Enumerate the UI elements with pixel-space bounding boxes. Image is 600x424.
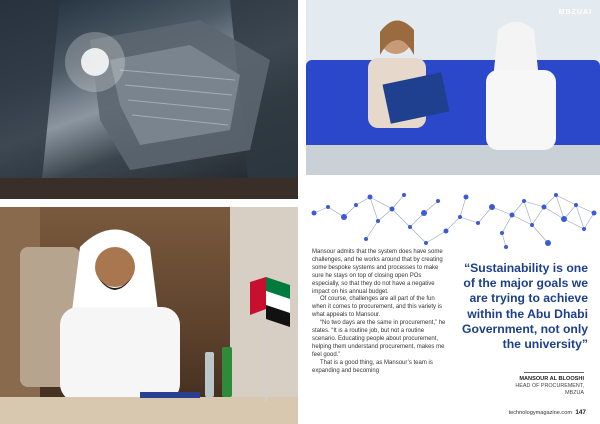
photo-portrait [0,207,298,424]
network-link [532,207,544,225]
network-node [368,195,373,200]
network-node [458,215,462,219]
network-graphic [306,177,600,255]
network-node [545,240,551,246]
network-node [312,211,317,216]
network-node [542,205,547,210]
network-node [444,229,449,234]
network-link [532,225,548,243]
photo-meeting [306,0,600,175]
network-node [510,213,515,218]
network-node [421,210,427,216]
network-node [489,204,495,210]
network-link [544,195,556,207]
network-node [326,205,330,209]
article-paragraph: “No two days are the same in procurement,” he states. “It is a routine job, but not a routine scenario. Educating people about procurement, helping them understand procurement, makes me feel good.” [312,320,446,358]
network-node [476,221,480,225]
article-paragraph: Of course, challenges are all part of the fun when it comes to procurement, and this variety is what appeals to Mansour. [312,296,443,319]
network-node [354,203,358,207]
building-illustration [0,0,298,199]
network-link [584,213,594,229]
network-node [574,203,578,207]
network-link [446,217,460,231]
network-link [478,207,492,223]
network-link [544,207,564,219]
network-node [530,223,534,227]
quote-attribution-title: HEAD OF PROCUREMENT, [515,383,584,389]
network-node [376,219,380,223]
network-node [554,193,558,197]
article-paragraph: Mansour admits that the system does have some challenges, and he works around that by creating some bespoke systems and processes to make sure he stays on top of closing open POs especially, so that they do not have a negative impact on his annual budget. [312,249,443,295]
network-node [402,193,406,197]
network-node [364,237,368,241]
network-link [460,197,466,217]
page-number: 147 [575,409,586,416]
network-link [392,195,404,209]
network-link [392,209,410,227]
network-node [390,207,395,212]
portrait-illustration [0,207,298,424]
network-node [504,245,508,249]
network-link [502,233,506,247]
network-node [464,195,469,200]
network-link [366,221,378,239]
network-node [436,199,440,203]
network-node [522,199,526,203]
network-link [426,231,446,243]
network-link [410,227,426,243]
quote-divider [524,372,584,373]
network-node [500,231,504,235]
network-node [561,216,567,222]
footer-site: technologymagazine.com [508,410,572,416]
article-paragraph: That is a good thing, as Mansour’s team is expanding and becoming [312,359,433,374]
brand-label: MBZUAI [558,9,592,16]
photo-building [0,0,298,199]
network-node [341,214,347,220]
network-link [502,215,512,233]
network-node [424,241,428,245]
network-link [492,207,512,215]
quote-attribution-org: MBZUA [565,390,584,396]
network-link [378,209,392,221]
network-link [512,201,524,215]
network-link [524,201,544,207]
network-node [592,211,597,216]
network-node [582,227,586,231]
network-link [460,217,478,223]
network-node [408,225,412,229]
network-link [576,205,594,213]
article-body [312,249,448,376]
pull-quote: “Sustainability is one of the major goals we are trying to achieve within the Abu Dhabi Government, not only the university” [462,261,588,352]
quote-attribution-name: MANSOUR AL BLOOSHI [519,376,584,382]
meeting-illustration [306,0,600,175]
